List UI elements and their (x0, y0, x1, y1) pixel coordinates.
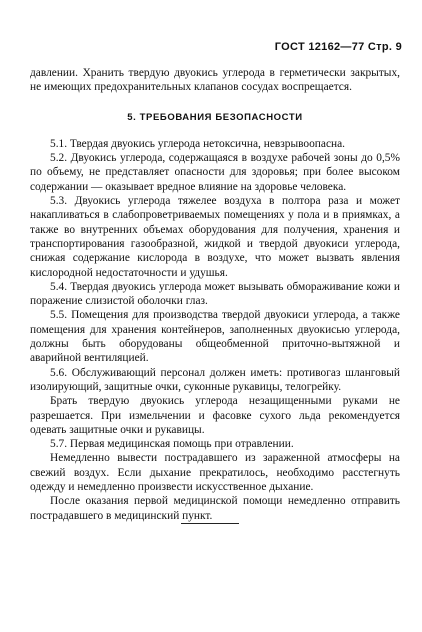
page-header: ГОСТ 12162—77 Стр. 9 (274, 41, 402, 53)
document-body (30, 66, 400, 523)
section-title: 5. ТРЕБОВАНИЯ БЕЗОПАСНОСТИ (127, 111, 303, 123)
intro-paragraph: давлении. Хранить твердую двуокись углерода в герметически закрытых, не имеющих предохранительных клапанов сосудах воспрещается. (30, 67, 400, 94)
paragraph-5-1: 5.1. Твердая двуокись углерода нетоксична, невзрывоопасна. (50, 137, 346, 150)
end-rule (181, 523, 239, 524)
paragraph-5-4: 5.4. Твердая двуокись углерода может вызывать обмораживание кожи и поражение слизистой оболочки глаз. (30, 280, 400, 308)
paragraph-5-5: 5.5. Помещения для производства твердой двуокиси углерода, а также помещения для хранения контейнеров, заполненных двуокисью углерода, должны быть оборудованы общеобменной приточно-вытяжной и аварийной вентиляцией. (30, 309, 400, 365)
paragraph-5-2: 5.2. Двуокись углерода, содержащаяся в воздухе рабочей зоны до 0,5% по объему, не представляет опасности для здоровья; при более высоком содержании — оказывает вредное влияние на здоровье человека. (30, 152, 400, 193)
paragraph-5-7-first-aid: Немедленно вывести пострадавшего из зараженной атмосферы на свежий воздух. Если дыхание прекратилось, необходимо расстегнуть одежду и немедленно произвести искусственное дыхание. (30, 452, 400, 494)
paragraph-5-6-cont: Брать твердую двуокись углерода незащищенными руками не разрешается. При измельчении и фасовке сухого льда рекомендуется одевать защитные очки и рукавицы. (30, 395, 400, 436)
paragraph-5-7-after: После оказания первой медицинской помощи немедленно отправить пострадавшего в медицинский пункт. (30, 495, 400, 522)
paragraph-5-3: 5.3. Двуокись углерода тяжелее воздуха в полтора раза и может накапливаться в слабопроветриваемых помещениях у пола и в приямках, а также во внутренних объемах оборудования для получения, хранения и транспортирования газообразной, жидкой и твердой двуокиси углерода, снижая содержание кислорода в воздухе, что может вызвать явления кислородной недостаточности и удушья. (30, 195, 400, 279)
paragraph-5-6: 5.6. Обслуживающий персонал должен иметь: противогаз шланговый изолирующий, защитные очки, суконные рукавицы, телогрейку. (30, 366, 400, 393)
paragraph-5-7: 5.7. Первая медицинская помощь при отравлении. (50, 438, 294, 451)
